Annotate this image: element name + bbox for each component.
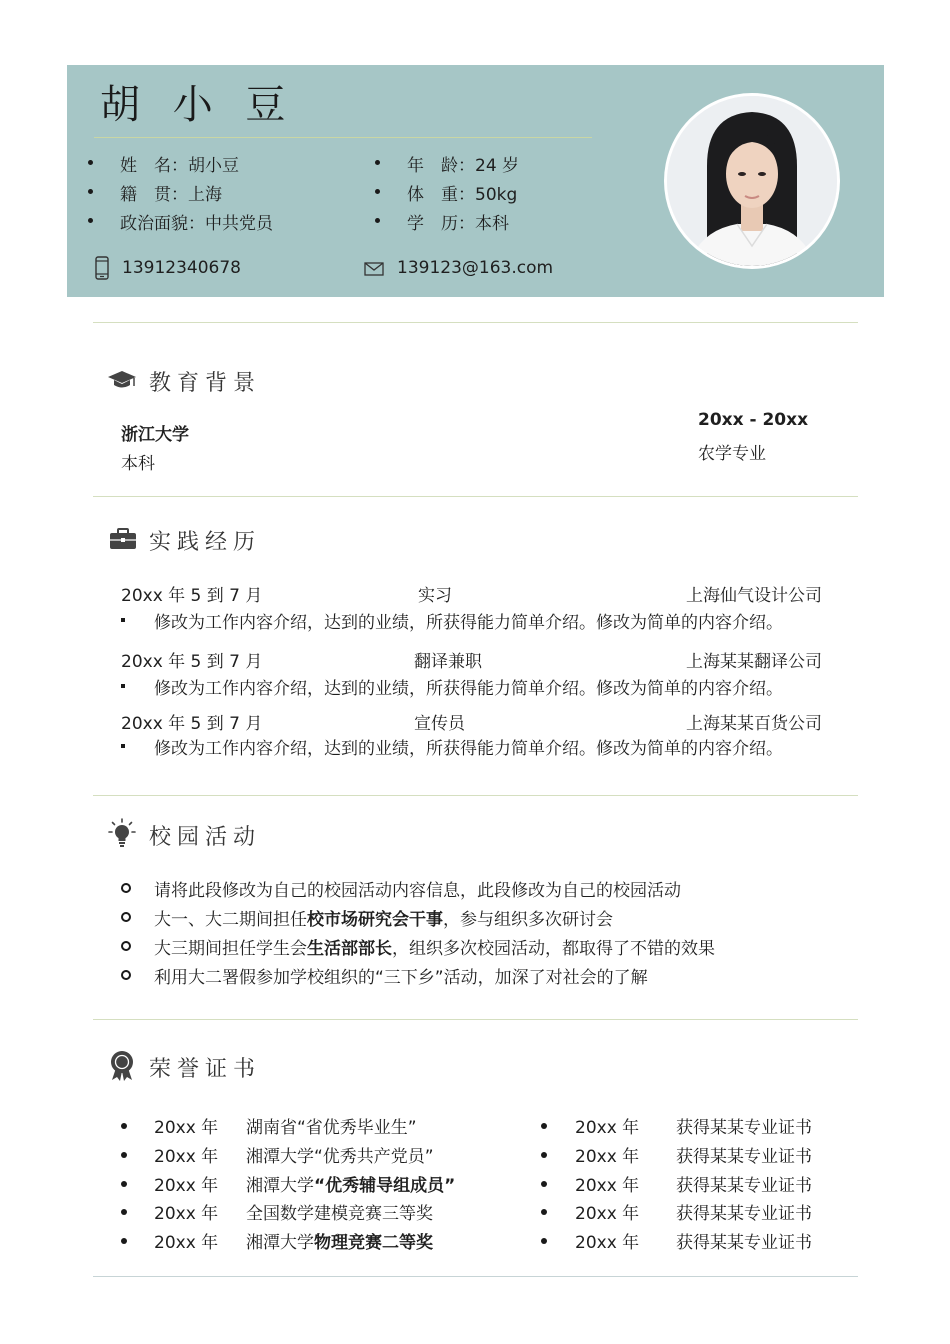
profile-photo (664, 93, 840, 269)
info-education: 学 历：本科 (407, 209, 509, 234)
practice-company: 上海某某翻译公司 (686, 652, 822, 672)
mail-icon (364, 262, 384, 276)
section-divider (93, 1276, 858, 1277)
phone-contact (122, 258, 241, 278)
email-contact (397, 258, 553, 278)
name-underline (94, 137, 592, 138)
campus-title: 校园活动 (149, 825, 262, 850)
practice-role: 翻译兼职 (414, 652, 482, 672)
lightbulb-icon (106, 818, 138, 850)
info-age: 年 龄：24 岁 (407, 151, 519, 176)
ring-bullet (121, 941, 131, 951)
practice-title: 实践经历 (149, 530, 262, 555)
honors-title: 荣誉证书 (149, 1057, 262, 1082)
bullet-marker (121, 684, 125, 688)
phone-icon (95, 256, 109, 280)
info-political: 政治面貌：中共党员 (120, 209, 273, 234)
degree: 本科 (121, 454, 155, 474)
info-name: 姓 名：胡小豆 (120, 151, 239, 176)
section-divider (93, 1019, 858, 1020)
section-divider (93, 496, 858, 497)
bullet-marker (121, 744, 125, 748)
email-address: 139123@163.com (397, 258, 554, 278)
practice-role: 宣传员 (414, 714, 465, 734)
phone-number: 13912340678 (122, 258, 241, 278)
practice-company: 上海仙气设计公司 (686, 586, 822, 606)
practice-role: 实习 (418, 586, 452, 606)
practice-desc: 修改为工作内容介绍，达到的业绩，所获得能力简单介绍。修改为简单的内容介绍。 (154, 679, 783, 699)
section-divider (93, 795, 858, 796)
info-weight: 体 重：50kg (407, 180, 517, 205)
major: 农学专业 (698, 444, 766, 464)
award-medal-icon (107, 1050, 137, 1082)
ring-bullet (121, 970, 131, 980)
portrait-image (667, 96, 837, 266)
ring-bullet (121, 883, 131, 893)
practice-date: 20xx 年 5 到 7 月 (121, 586, 263, 606)
education-period: 20xx - 20xx (698, 410, 809, 430)
header-banner (67, 65, 884, 297)
resume-name: 胡 小 豆 (100, 82, 296, 128)
school-name: 浙江大学 (121, 425, 189, 445)
ring-bullet (121, 912, 131, 922)
bullet-marker (121, 618, 125, 622)
graduation-cap-icon (107, 369, 137, 391)
practice-date: 20xx 年 5 到 7 月 (121, 652, 263, 672)
practice-date: 20xx 年 5 到 7 月 (121, 714, 263, 734)
practice-desc: 修改为工作内容介绍，达到的业绩，所获得能力简单介绍。修改为简单的内容介绍。 (154, 739, 783, 759)
practice-company: 上海某某百货公司 (686, 714, 822, 734)
section-divider (93, 322, 858, 323)
education-title: 教育背景 (149, 371, 262, 396)
info-hometown: 籍 贯：上海 (120, 180, 222, 205)
practice-desc: 修改为工作内容介绍，达到的业绩，所获得能力简单介绍。修改为简单的内容介绍。 (154, 613, 783, 633)
briefcase-icon (109, 528, 137, 550)
